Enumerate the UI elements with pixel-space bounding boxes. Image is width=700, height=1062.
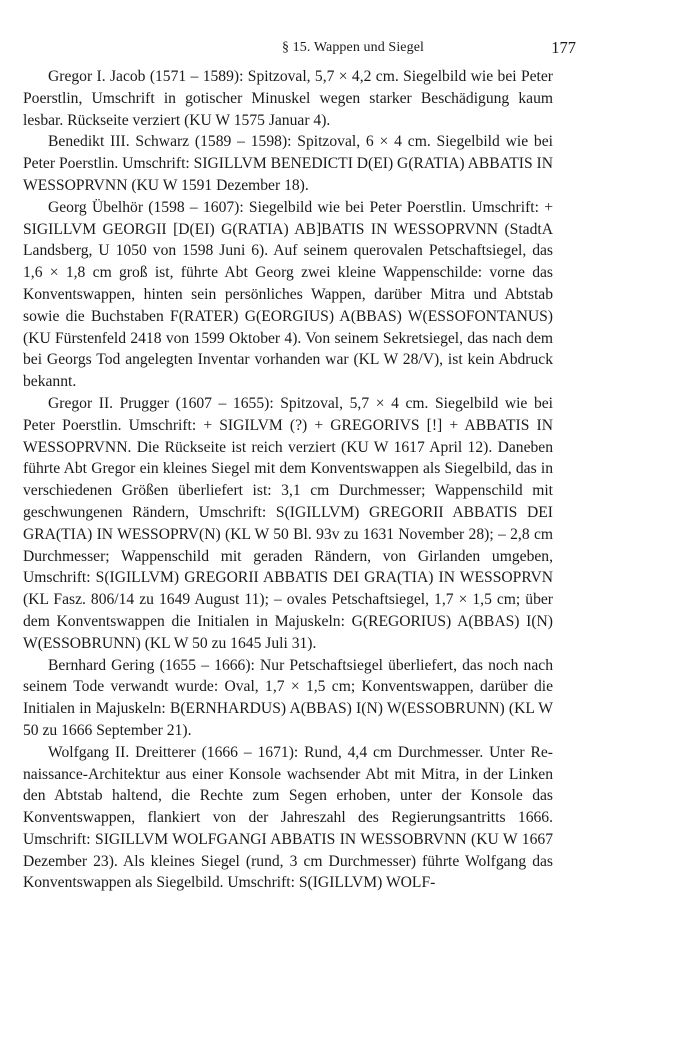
paragraph-gregor-ii: Gregor II. Prugger (1607 – 1655): Spitzoval, 5,7 × 4 cm. Siegelbild wie bei Peter Poerstlin. Umschrift: + SIGILVM (?) + GREGORIVS [!] + ABBATIS IN WESSOPRVNN. Die Rückseite ist reich verziert (KU W 1617 April 12). Daneben führte Abt Gregor ein kleines Siegel mit dem Konventswappen als Siegelbild, das in verschiedenen Größen überliefert ist: 3,1 cm Durchmesser; Wappenschild mit geschwungenen Rändern, Umschrift: S(IGILLVM) GREGORII ABBATIS DEI GRA(TIA) IN WESSOPRV(N) (KL W 50 Bl. 93v zu 1631 November 28); – 2,8 cm Durchmesser; Wappenschild mit geraden Rändern, von Girlanden umgeben, Umschrift: S(IGILLVM) GREGORII ABBATIS DEI GRA(TIA) IN WESSOPRVN (KL Fasz. 806/14 zu 1649 August 11); – ovales Petschaftsiegel, 1,7 × 1,5 cm; über dem Konventswappen die Initialen in Majuskeln: G(REGORIUS) A(BBAS) I(N) W(ESSOBRUNN) (KL W 50 zu 1645 Juli 31). [23,394,553,652]
paragraph-gregor-i: Gregor I. Jacob (1571 – 1589): Spitzoval, 5,7 × 4,2 cm. Siegelbild wie bei Peter Poerstlin, Umschrift in gotischer Minuskel wegen starker Beschädigung kaum lesbar. Rückseite verziert (KU W 1575 Januar 4). [23,68,553,129]
paragraph-wolfgang-ii: Wolfgang II. Dreitterer (1666 – 1671): Rund, 4,4 cm Durchmesser. Unter Renaissance-Architektur aus einer Konsole wachsender Abt mit Mitra, in der Linken den Abtstab haltend, die Rechte zum Segen erhoben, unter der Konsole das Konventswappen, flankiert von der Jahreszahl des Regierungsantritts 1666. Umschrift: SIGILLVM WOLFGANGI ABBATIS IN WESSOBRVNN (KU W 1667 Dezember 23). Als kleines Siegel (rund, 3 cm Durchmesser) führte Wolfgang das Konventswappen als Siegelbild. Umschrift: S(IGILLVM) WOLF- [23,743,553,892]
page-number: 177 [551,38,576,57]
running-head: § 15. Wappen und Siegel [281,40,425,55]
paragraph-bernhard: Bernhard Gering (1655 – 1666): Nur Petschaftsiegel überliefert, das noch nach seinem Tode verwandt wurde: Oval, 1,7 × 1,5 cm; Konventswappen, darüber die Initialen in Majuskeln: B(ERNHARDUS) A(BBAS) I(N) W(ESSOBRUNN) (KL W 50 zu 1666 September 21). [23,656,553,739]
paragraph-georg: Georg Übelhör (1598 – 1607): Siegelbild wie bei Peter Poerstlin. Umschrift: + SIGILLVM GEORGII [D(EI) G(RATIA) AB]BATIS IN WESSOPRVNN (StadtA Landsberg, U 1050 von 1598 Juni 6). Auf seinem querovalen Petschaftsiegel, das 1,6 × 1,8 cm groß ist, führte Abt Georg zwei kleine Wappenschilde: vorne das Konventswappen, hinten sein persönliches Wappen, darüber Mitra und Abtstab sowie die Buchstaben F(RATER) G(EORGIUS) A(BBAS) W(ESSOFONTANUS) (KU Fürstenfeld 2418 von 1599 Oktober 4). Von seinem Sekretsiegel, das nach dem bei Georgs Tod angelegten Inventar vorhanden war (KL W 28/V), ist kein Abdruck bekannt. [23,198,553,391]
body-text [23,66,553,894]
page-header [130,40,576,62]
paragraph-benedikt-iii: Benedikt III. Schwarz (1589 – 1598): Spitzoval, 6 × 4 cm. Siegelbild wie bei Peter Poerstlin. Umschrift: SIGILLVM BENEDICTI D(EI) G(RATIA) ABBATIS IN WESSOPRVNN (KU W 1591 Dezember 18). [23,133,553,194]
